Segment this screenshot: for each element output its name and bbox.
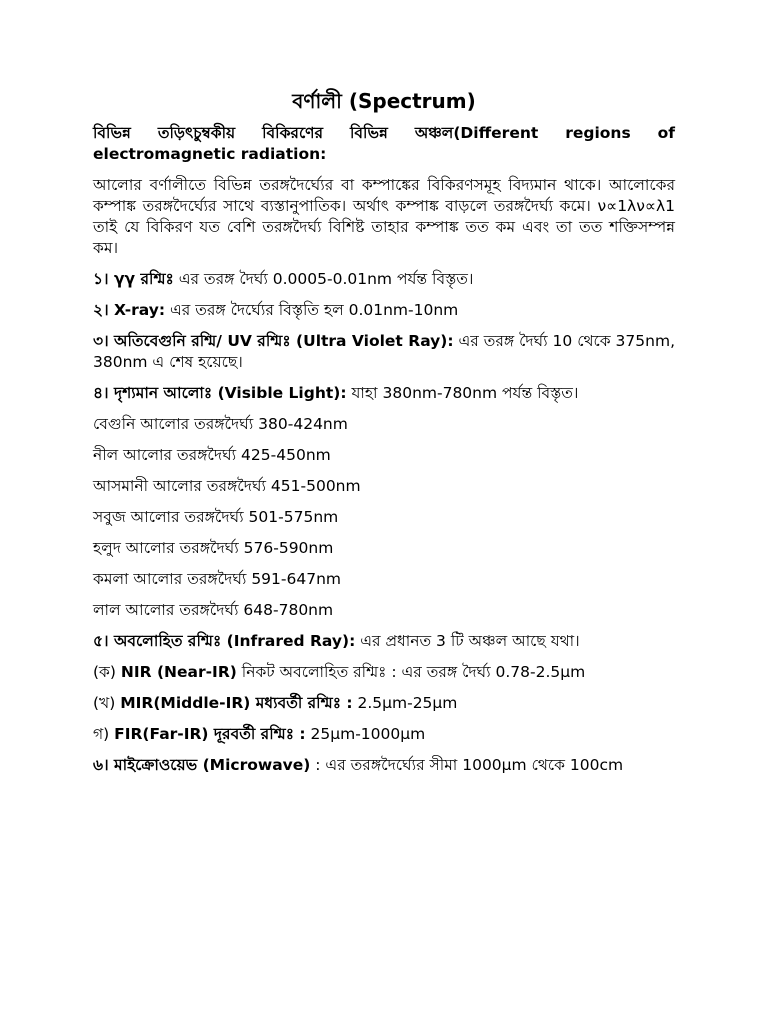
- color-red: লাল আলোর তরঙ্গদৈর্ঘ্য 648-780nm: [93, 601, 334, 619]
- item-infrared: ৫। অবলোহিত রশ্মিঃ (Infrared Ray): এর প্রধানত 3 টি অঞ্চল আছে যথা।: [93, 632, 580, 650]
- color-orange: কমলা আলোর তরঙ্গদৈর্ঘ্য 591-647nm: [93, 570, 341, 588]
- paragraph-intro: আলোর বর্ণালীতে বিভিন্ন তরঙ্গদৈর্ঘ্যের বা কম্পাঙ্কের বিকিরণসমূহ বিদ্যমান থাকে। আলোকের কম্পাঙ্ক তরঙ্গদৈর্ঘ্যের সাথে ব্যস্তানুপাতিক। অর্থাৎ কম্পাঙ্ক বাড়লে তরঙ্গদৈর্ঘ্য কমে। ν∝1λν∝λ1 তাই যে বিকিরণ যত বেশি তরঙ্গদৈর্ঘ্য বিশিষ্ট তাহার কম্পাঙ্ক তত কম এবং তা তত শক্তিসম্পন্ন কম।: [93, 176, 675, 257]
- document-title: বর্ণালী (Spectrum): [292, 89, 476, 113]
- item-visible-light: ৪। দৃশ্যমান আলোঃ (Visible Light): যাহা 380nm-780nm পর্যন্ত বিস্তৃত।: [93, 384, 579, 402]
- item-far-ir: গ) FIR(Far-IR) দূরবর্তী রশ্মিঃ : 25μm-1000μm: [93, 725, 426, 743]
- item-near-ir: (ক) NIR (Near-IR) নিকট অবলোহিত রশ্মিঃ : এর তরঙ্গ দৈর্ঘ্য 0.78-2.5μm: [93, 663, 586, 681]
- color-sky: আসমানী আলোর তরঙ্গদৈর্ঘ্য 451-500nm: [93, 477, 361, 495]
- document-page: [93, 88, 675, 786]
- item-ultra-violet: ৩। অতিবেগুনি রশ্মি/ UV রশ্মিঃ (Ultra Violet Ray): এর তরঙ্গ দৈর্ঘ্য 10 থেকে 375nm, 380nm এ শেষ হয়েছে।: [93, 332, 675, 371]
- color-green: সবুজ আলোর তরঙ্গদৈর্ঘ্য 501-575nm: [93, 508, 339, 526]
- item-microwave: ৬। মাইক্রোওয়েভ (Microwave) : এর তরঙ্গদৈর্ঘ্যের সীমা 1000μm থেকে 100cm: [93, 756, 624, 774]
- item-gamma-ray: ১। γγ রশ্মিঃ এর তরঙ্গ দৈর্ঘ্য 0.0005-0.01nm পর্যন্ত বিস্তৃত।: [93, 270, 474, 288]
- color-blue: নীল আলোর তরঙ্গদৈর্ঘ্য 425-450nm: [93, 446, 331, 464]
- color-yellow: হলুদ আলোর তরঙ্গদৈর্ঘ্য 576-590nm: [93, 539, 334, 557]
- item-x-ray: ২। X-ray: এর তরঙ্গ দৈর্ঘ্যের বিস্তৃতি হল 0.01nm-10nm: [93, 301, 459, 319]
- paragraph-regions-heading: বিভিন্ন তড়িৎচুম্বকীয় বিকিরণের বিভিন্ন অঞ্চল(Different regions of electromagnetic radiation:: [93, 124, 675, 163]
- item-middle-ir: (খ) MIR(Middle-IR) মধ্যবর্তী রশ্মিঃ : 2.5μm-25μm: [93, 694, 458, 712]
- color-violet: বেগুনি আলোর তরঙ্গদৈর্ঘ্য 380-424nm: [93, 415, 348, 433]
